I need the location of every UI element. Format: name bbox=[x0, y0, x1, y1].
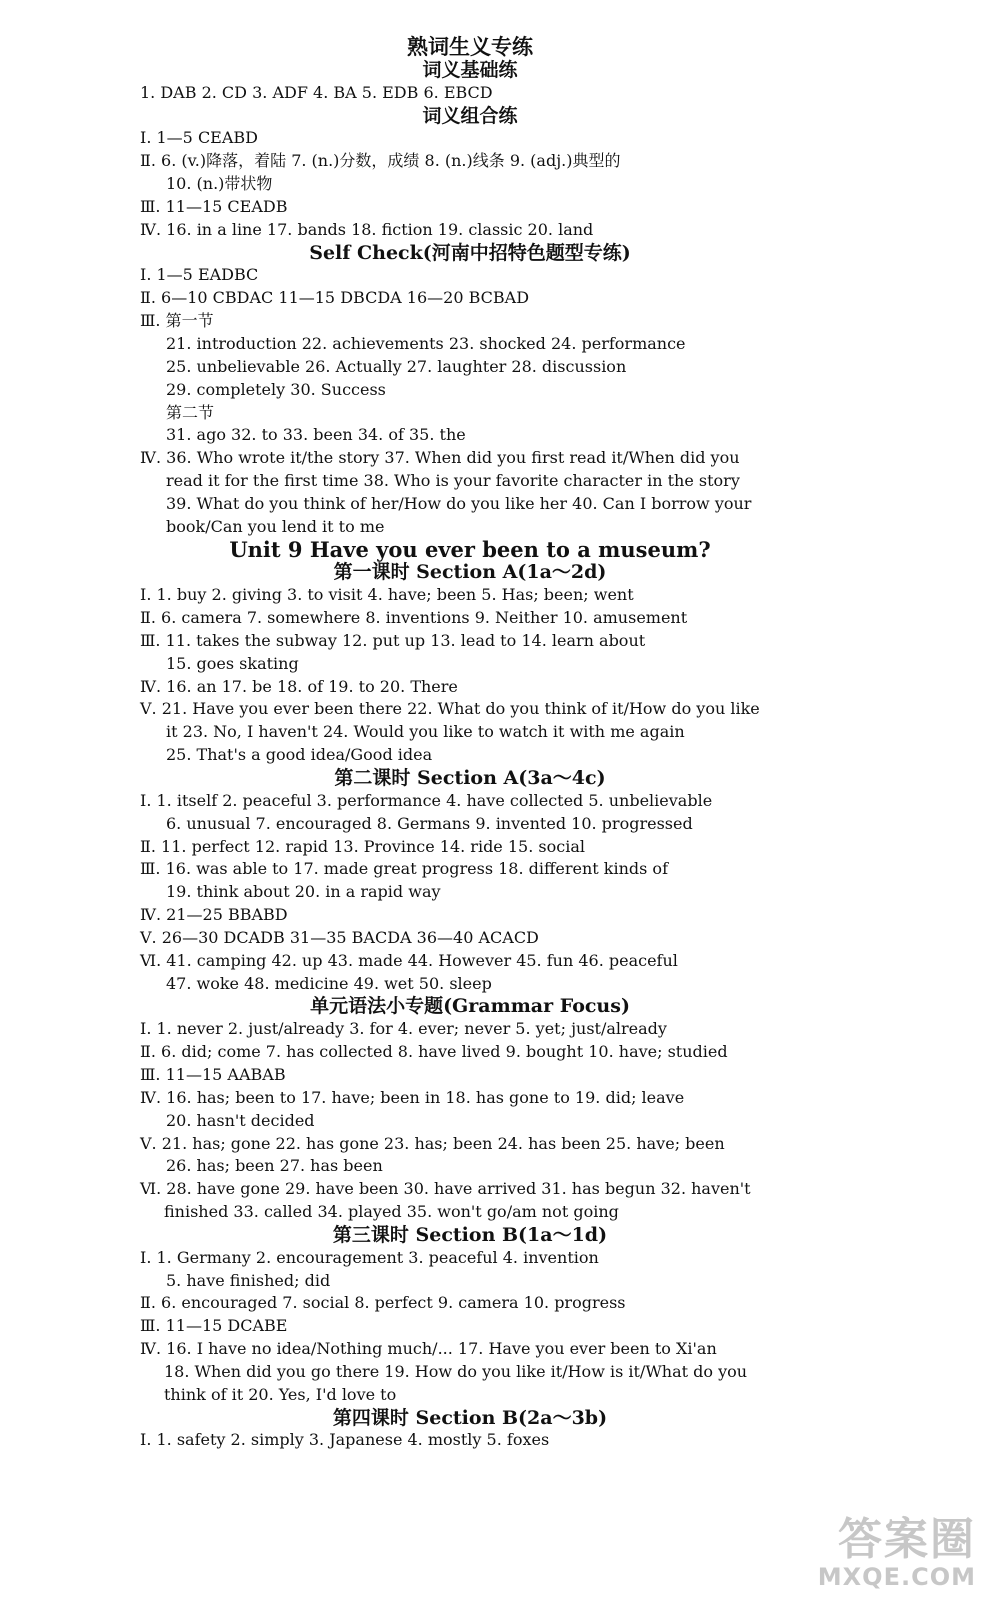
answer-line: Ⅵ. 28. have gone 29. have been 30. have arrived 31. has begun 32. haven't bbox=[140, 1179, 751, 1199]
answer-line: Ⅴ. 21. Have you ever been there 22. What do you think of it/How do you like bbox=[140, 699, 760, 719]
answer-line: Ⅱ. 6. (v.)降落，着陆 7. (n.)分数，成绩 8. (n.)线条 9. (adj.)典型的 bbox=[140, 151, 621, 171]
section-title: Self Check(河南中招特色题型专练) bbox=[309, 241, 631, 264]
section-title: 第四课时 Section B(2a～3b) bbox=[332, 1406, 608, 1429]
answer-line: 29. completely 30. Success bbox=[166, 379, 386, 399]
answer-line: read it for the first time 38. Who is your favorite character in the story bbox=[166, 471, 740, 491]
answer-line: Ⅰ. 1—5 EADBC bbox=[140, 265, 259, 285]
answer-line: Ⅲ. 11. takes the subway 12. put up 13. lead to 14. learn about bbox=[140, 630, 646, 650]
answer-line: think of it 20. Yes, I'd love to bbox=[164, 1384, 397, 1404]
answer-line: Ⅳ. 16. has; been to 17. have; been in 18. has gone to 19. did; leave bbox=[140, 1087, 685, 1107]
answer-line: Ⅴ. 21. has; gone 22. has gone 23. has; been 24. has been 25. have; been bbox=[140, 1133, 725, 1153]
answer-line: Ⅵ. 41. camping 42. up 43. made 44. However 45. fun 46. peaceful bbox=[140, 950, 678, 970]
answer-line: Ⅴ. 26—30 DCADB 31—35 BACDA 36—40 ACACD bbox=[140, 927, 539, 947]
answer-line: 21. introduction 22. achievements 23. shocked 24. performance bbox=[166, 333, 686, 353]
watermark-logo bbox=[818, 1516, 976, 1590]
answer-line: 15. goes skating bbox=[166, 653, 299, 673]
answer-line: Ⅲ. 11—15 AABAB bbox=[140, 1064, 286, 1084]
answer-line: Ⅱ. 6. encouraged 7. social 8. perfect 9. camera 10. progress bbox=[140, 1293, 626, 1313]
section-title: 第一课时 Section A(1a～2d) bbox=[333, 561, 607, 584]
answer-line: 10. (n.)带状物 bbox=[166, 174, 273, 194]
answer-lines bbox=[140, 36, 800, 1452]
answer-line: 20. hasn't decided bbox=[166, 1110, 315, 1130]
answer-line: 1. DAB 2. CD 3. ADF 4. BA 5. EDB 6. EBCD bbox=[140, 82, 493, 102]
section-title: 单元语法小专题(Grammar Focus) bbox=[310, 995, 630, 1018]
section-title: 词义组合练 bbox=[422, 104, 518, 127]
answer-line: 6. unusual 7. encouraged 8. Germans 9. invented 10. progressed bbox=[166, 813, 693, 833]
answer-line: Ⅲ. 11—15 DCABE bbox=[140, 1316, 288, 1336]
answer-line: Ⅳ. 36. Who wrote it/the story 37. When did you first read it/When did you bbox=[140, 448, 740, 468]
answer-line: Ⅱ. 6. did; come 7. has collected 8. have lived 9. bought 10. have; studied bbox=[140, 1042, 728, 1062]
watermark-url: MXQE.COM bbox=[817, 1563, 976, 1591]
answer-line: 25. unbelievable 26. Actually 27. laughter 28. discussion bbox=[166, 356, 627, 376]
answer-line: Ⅳ. 16. in a line 17. bands 18. fiction 19. classic 20. land bbox=[140, 219, 594, 239]
answer-line: 25. That's a good idea/Good idea bbox=[166, 745, 433, 765]
answer-line: Ⅰ. 1. safety 2. simply 3. Japanese 4. mostly 5. foxes bbox=[140, 1430, 550, 1450]
watermark-text: 答案圈 bbox=[838, 1514, 976, 1565]
answer-line: 第二节 bbox=[166, 402, 215, 422]
answer-line: it 23. No, I haven't 24. Would you like to watch it with me again bbox=[166, 722, 685, 742]
answer-line: Ⅱ. 6—10 CBDAC 11—15 DBCDA 16—20 BCBAD bbox=[140, 288, 530, 308]
answer-line: 5. have finished; did bbox=[166, 1270, 331, 1290]
answer-line: Ⅰ. 1. never 2. just/already 3. for 4. ever; never 5. yet; just/already bbox=[140, 1019, 667, 1039]
answer-line: Ⅲ. 第一节 bbox=[140, 311, 214, 331]
answer-line: 39. What do you think of her/How do you like her 40. Can I borrow your bbox=[166, 493, 752, 513]
answer-line: 18. When did you go there 19. How do you like it/How is it/What do you bbox=[164, 1361, 748, 1381]
answer-line: 19. think about 20. in a rapid way bbox=[166, 882, 441, 902]
answer-line: Ⅰ. 1. buy 2. giving 3. to visit 4. have; been 5. Has; been; went bbox=[140, 585, 634, 605]
section-title: Unit 9 Have you ever been to a museum? bbox=[229, 536, 711, 562]
section-title: 第三课时 Section B(1a～1d) bbox=[332, 1223, 608, 1246]
section-title: 第二课时 Section A(3a～4c) bbox=[334, 767, 606, 789]
answer-line: Ⅲ. 16. was able to 17. made great progress 18. different kinds of bbox=[140, 859, 668, 879]
answer-line: finished 33. called 34. played 35. won't go/am not going bbox=[164, 1202, 619, 1222]
answer-page bbox=[140, 36, 800, 1452]
answer-line: Ⅱ. 6. camera 7. somewhere 8. inventions 9. Neither 10. amusement bbox=[140, 608, 688, 628]
answer-line: Ⅳ. 21—25 BBABD bbox=[140, 905, 288, 925]
answer-line: 26. has; been 27. has been bbox=[166, 1156, 383, 1176]
answer-line: book/Can you lend it to me bbox=[166, 516, 385, 536]
answer-line: 31. ago 32. to 33. been 34. of 35. the bbox=[166, 425, 466, 445]
answer-line: Ⅳ. 16. I have no idea/Nothing much/... 17. Have you ever been to Xi'an bbox=[140, 1339, 717, 1359]
section-title: 词义基础练 bbox=[422, 58, 518, 81]
answer-line: 47. woke 48. medicine 49. wet 50. sleep bbox=[166, 973, 492, 993]
answer-line: Ⅲ. 11—15 CEADB bbox=[140, 196, 288, 216]
answer-line: Ⅰ. 1. itself 2. peaceful 3. performance 4. have collected 5. unbelievable bbox=[140, 790, 713, 810]
answer-line: Ⅰ. 1—5 CEABD bbox=[140, 128, 258, 148]
answer-line: Ⅱ. 11. perfect 12. rapid 13. Province 14. ride 15. social bbox=[140, 836, 585, 856]
answer-line: Ⅳ. 16. an 17. be 18. of 19. to 20. There bbox=[140, 676, 458, 696]
answer-line: Ⅰ. 1. Germany 2. encouragement 3. peaceful 4. invention bbox=[140, 1247, 599, 1267]
section-title: 熟词生义专练 bbox=[407, 34, 533, 59]
